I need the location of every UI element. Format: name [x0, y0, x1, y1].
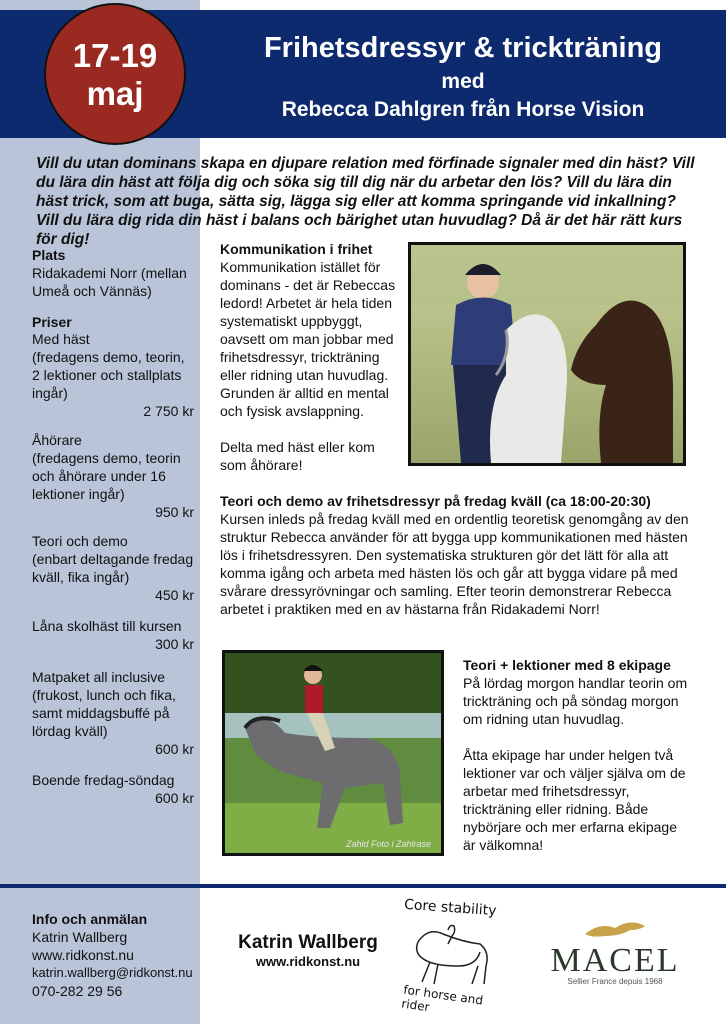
photo-credit: Zahld Foto i Zahlrase	[345, 839, 431, 849]
section-teori	[220, 492, 690, 618]
price-label: Med häst (fredagens demo, teorin, 2 lektioner och stallplats ingår)	[32, 331, 185, 401]
contact-heading: Info och anmälan	[32, 911, 148, 927]
section-heading: Teori + lektioner med 8 ekipage	[463, 657, 671, 673]
place-text: Ridakademi Norr (mellan Umeå och Vännäs)	[32, 265, 187, 299]
macel-sub: Sellier France depuis 1968	[567, 977, 663, 986]
price-value: 450 kr	[155, 587, 194, 603]
price-value: 600 kr	[155, 790, 194, 806]
section-body: Kommunikation istället för dominans - det är Rebeccas ledord! Arbetet är hela tiden systematiskt uppbyggt, oavsett om man jobbar med frihetsdressyr, trickträning eller ridning utan huvudlag. Grunden är alltid en mental och fysisk avslappning.	[220, 259, 396, 419]
price-label: Boende fredag-söndag	[32, 772, 175, 788]
contact-email[interactable]: katrin.wallberg@ridkonst.nu	[32, 965, 193, 980]
photo-rider-gray-horse	[222, 650, 444, 856]
price-item	[32, 771, 194, 807]
logo-name: Katrin Wallberg	[238, 932, 378, 953]
price-value: 300 kr	[155, 636, 194, 652]
price-value: 2 750 kr	[143, 403, 194, 419]
price-item	[32, 532, 194, 604]
core-logo-top-text: Core stability	[403, 896, 497, 920]
katrin-wallberg-logo	[238, 932, 378, 969]
prices-heading: Priser	[32, 314, 72, 330]
section-heading: Kommunikation i frihet	[220, 241, 373, 257]
core-stability-logo	[398, 896, 510, 1016]
section-body: Kursen inleds på fredag kväll med en ordentlig teoretisk genomgång av den struktur Rebecca använder för att bygga upp kommunikationen med hästen lös i frihetsdressyren. Den systematiska strukturen gör det lätt för alla att komma igång och arbeta med hästen lös och går att bygga vidare på med svårare dressyrövningar och samling. Efter teorin demonstrerar Rebecca arbetet i praktiken med en av hästarna från Ridakademi Norr!	[220, 511, 689, 617]
page-title: Frihetsdressyr & trickträning	[263, 32, 663, 64]
logo-web: www.ridkonst.nu	[255, 954, 361, 969]
section-body-2: Delta med häst eller kom som åhörare!	[220, 439, 375, 473]
section-body: På lördag morgon handlar teorin om trickträning och på söndag morgon om ridning utan huvudlag.	[463, 675, 688, 727]
footer-divider	[0, 884, 726, 888]
contact-block	[32, 910, 202, 1000]
contact-web[interactable]: www.ridkonst.nu	[32, 947, 134, 963]
macel-name: MACEL	[550, 942, 680, 979]
price-value: 950 kr	[155, 504, 194, 520]
price-label: Åhörare (fredagens demo, teorin och åhörare under 16 lektioner ingår)	[32, 432, 181, 502]
core-logo-bottom-text: for horse and rider	[400, 982, 484, 1015]
place-block	[32, 246, 194, 300]
title-connector: med	[441, 70, 485, 93]
date-badge	[44, 3, 186, 145]
price-item	[32, 668, 194, 758]
price-label: Låna skolhäst till kursen	[32, 618, 182, 634]
intro-text: Vill du utan dominans skapa en djupare relation med förfinade signaler med din häst? Vill du lära din häst att följa dig och söka sig till dig när du arbetar den lös? Vill du lära din häst trick, som att buga, sätta sig, lägga sig eller att komma springande vid inkallning? Vill du lära dig rida din häst i balans och bärighet utan huvudlag? Då är det här rätt kurs för dig!	[36, 155, 695, 248]
instructor-title: Rebecca Dahlgren från Horse Vision	[281, 98, 645, 121]
section-lektioner	[463, 656, 693, 854]
date-days: 17-19	[72, 37, 158, 74]
contact-phone: 070-282 29 56	[32, 983, 123, 999]
price-item	[32, 431, 194, 521]
price-item	[32, 617, 194, 653]
price-label: Matpaket all inclusive (frukost, lunch och fika, samt middagsbuffé på lördag kväll)	[32, 669, 176, 739]
price-item	[32, 330, 194, 420]
price-value: 600 kr	[155, 741, 194, 757]
macel-logo	[540, 918, 690, 986]
price-label: Teori och demo (enbart deltagande fredag kväll, fika ingår)	[32, 533, 194, 585]
horse-rider-sketch-icon	[408, 922, 498, 988]
contact-name: Katrin Wallberg	[32, 929, 128, 945]
place-heading: Plats	[32, 247, 66, 263]
section-heading: Teori och demo av frihetsdressyr på fredag kväll (ca 18:00-20:30)	[220, 493, 651, 509]
section-body-2: Åtta ekipage har under helgen två lektioner var och väljer själva om de arbetar med frihetsdressyr, trickträning eller ridning. Både nybörjare och mer erfarna ekipage är välkomna!	[463, 747, 686, 853]
date-month: maj	[86, 75, 144, 112]
saddle-icon	[580, 918, 650, 940]
photo-rider-horses	[408, 242, 686, 466]
section-kommunikation	[220, 240, 400, 474]
